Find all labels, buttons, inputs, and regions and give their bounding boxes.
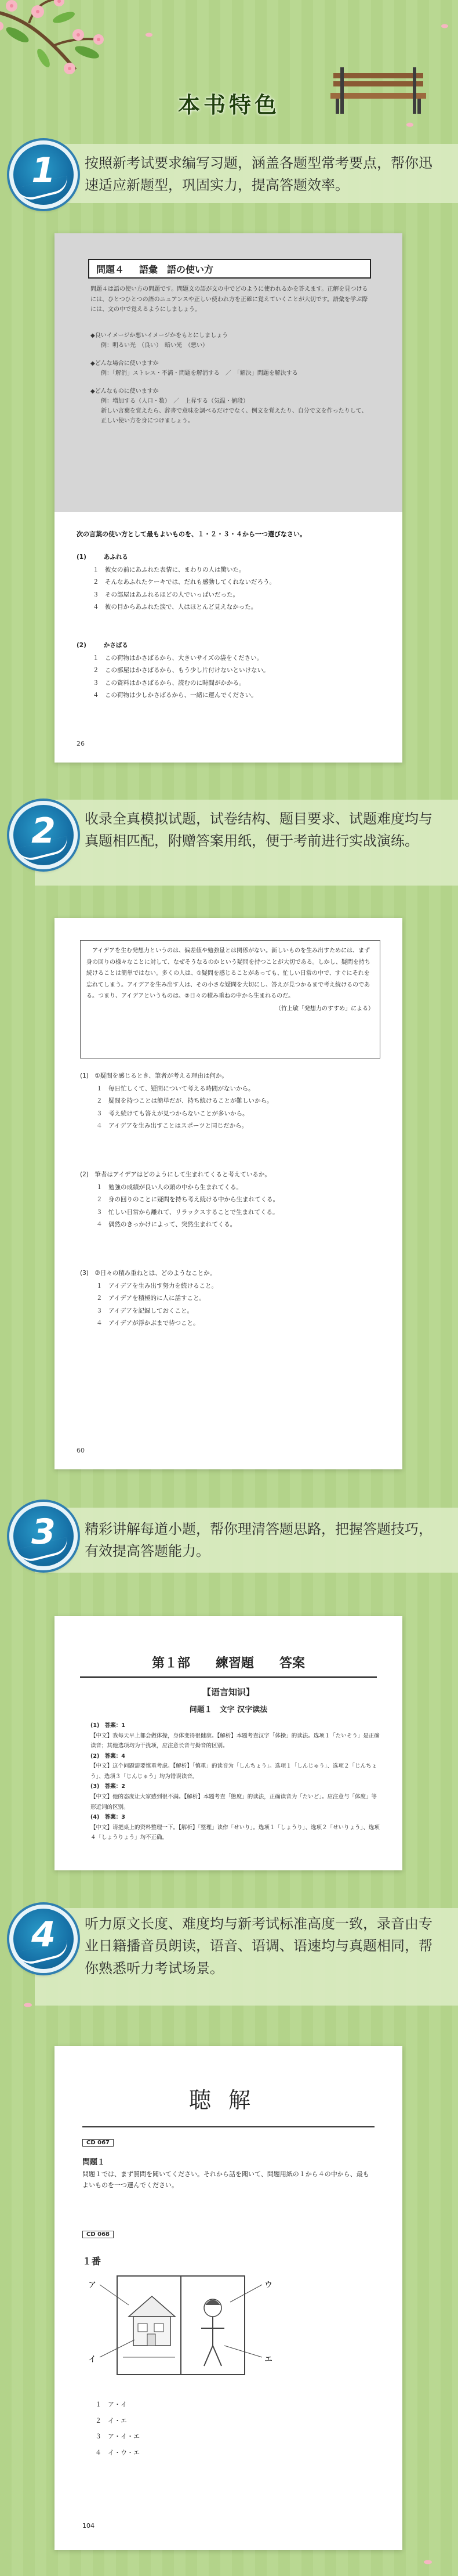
- option: ４ 偶然のきっかけによって、突然生まれてくる。: [96, 1221, 237, 1229]
- number-badge: [9, 801, 78, 869]
- sample-page-reading: [54, 918, 402, 1469]
- instruction: 次の言葉の使い方として最もよいものを、１・２・３・４から一つ選びなさい。: [77, 530, 306, 538]
- option: ２ 身の回りのことに疑問を持ち考え続ける中から生まれてくる。: [96, 1196, 279, 1204]
- house-room-icon: [82, 2270, 279, 2380]
- answer-text: 【中文】请把桌上的资料整理一下。【解析】「整理」读作「せいり」。选项１「しょうり」、选项２「せいりょう」、选项４「しょうりょう」均不正确。: [90, 1824, 380, 1841]
- option: ２ 疑問を持つことは簡単だが、持ち続けることが難しいから。: [96, 1097, 273, 1105]
- house-illustration: [82, 2270, 279, 2380]
- option: １ 勉強の成績が良い人の頭の中から生まれてくる。: [96, 1183, 242, 1191]
- answer-text: 【中文】这个问题需要慎重考虑。【解析】「慎重」的读音为「しんちょう」。选项１「しんじゅう」、选项２「じんちょう」、选项３「じんじゅう」均为错误读音。: [90, 1763, 377, 1780]
- petal-icon: [441, 23, 449, 29]
- option: ２ この部屋はかさばるから、もう少し片付けないといけない。: [93, 667, 270, 674]
- question-1: [77, 551, 390, 614]
- answer-entry: [90, 1782, 380, 1812]
- feature-text: 听力原文长度、难度均与新考试标准高度一致，录音由专业日籍播音员朗读，语音、语调、语速均与真题相同，帮你熟悉听力考试场景。: [85, 1916, 432, 1977]
- question-1: [80, 1070, 381, 1133]
- bench-icon: [328, 63, 429, 115]
- option: ４ イ・ウ・エ: [95, 2448, 140, 2456]
- question-2: [77, 640, 390, 702]
- mondai-block: [82, 2156, 372, 2191]
- mondai-description: 問題１では、まず質問を聞いてください。それから話を聞いて、問題用紙の１から４の中から、最もよいものを一つ選んでください。: [82, 2170, 369, 2189]
- page-number: 26: [77, 740, 85, 747]
- option: ３ この資料はかさばるから、読むのに時間がかかる。: [93, 679, 245, 687]
- section-title: 語の使い方: [167, 263, 214, 275]
- question-word: かさばる: [103, 642, 128, 649]
- figure-label-i: イ: [88, 2355, 96, 2364]
- section-category: 語彙: [139, 263, 158, 275]
- question-3: [80, 1267, 381, 1330]
- answer-entry: [90, 1751, 380, 1782]
- answer-label: (1) 答案：1: [90, 1722, 125, 1729]
- tip-heading: ◆どんなものに使いますか: [90, 388, 159, 395]
- question-number: (1): [77, 554, 86, 561]
- answer-entry: [90, 1812, 380, 1843]
- tip-heading: ◆良いイメージか悪いイメージかをもとにしましょう: [90, 333, 228, 339]
- question-2: [80, 1169, 381, 1231]
- page-title: 本书特色: [177, 92, 280, 118]
- cd-track: CD 068: [82, 2231, 114, 2238]
- tip-3: [90, 386, 369, 426]
- option: ２ イ・エ: [95, 2416, 127, 2425]
- sample-page-answers: [54, 1616, 402, 1870]
- answers-header: 第１部 練習題 答案: [80, 1653, 377, 1678]
- section-label: 問題４: [96, 263, 125, 275]
- option: ２ そんなあふれたケーキでは、だれも感動してくれないだろう。: [93, 579, 275, 586]
- answer-label: (4) 答案：3: [90, 1814, 125, 1821]
- answer-list: [90, 1721, 380, 1843]
- petal-icon: [23, 2002, 32, 2008]
- option: １ 彼女の前にあふれた表情に、まわりの人は驚いた。: [93, 566, 245, 573]
- answers-section: 【语言知识】: [202, 1687, 255, 1697]
- option: ２ アイデアを積極的に人に話すこと。: [96, 1295, 206, 1302]
- cd-track-label: [82, 2139, 114, 2147]
- header: [0, 0, 458, 151]
- sample-page-vocabulary: [54, 233, 402, 763]
- question-heading: (3) ②日々の積み重ねとは、どのようなことか。: [80, 1270, 216, 1277]
- tip-2: [90, 359, 369, 378]
- option: ４ アイデアが浮かぶまで待つこと。: [96, 1320, 199, 1327]
- answer-text: 【中文】他的态度让大家感到很不满。【解析】本题考查「態度」的读法，正确读音为「たいど」。应注意与「体度」等形近词的区别。: [90, 1793, 377, 1811]
- badge-number: 1: [31, 150, 56, 191]
- option: ３ ア・イ・エ: [95, 2433, 140, 2440]
- number-badge: [9, 1905, 78, 1973]
- option: ３ その部屋はあふれるほどの人でいっぱいだった。: [93, 591, 239, 598]
- section-title-box: [88, 259, 371, 279]
- tip-example: 例：明るい光 （良い） 暗い光 （悪い）: [101, 342, 208, 349]
- question-heading: (1) ①疑問を感じるとき、筆者が考える理由は何か。: [80, 1072, 228, 1079]
- tip-heading: ◆どんな場合に使いますか: [90, 360, 159, 367]
- answer-label: (3) 答案：2: [90, 1783, 125, 1790]
- tip-1: [90, 331, 369, 351]
- feature-2: [0, 793, 458, 891]
- cd-track-label: [82, 2231, 114, 2238]
- option: ４ この荷物は少しかさばるから、一緒に運んでください。: [93, 692, 257, 699]
- option: ３ 考え続けても答えが見つからないことが多いから。: [96, 1110, 249, 1117]
- reading-passage: [80, 940, 380, 1058]
- option: １ 毎日忙しくて、疑問について考える時間がないから。: [96, 1085, 255, 1092]
- feature-text: 按照新考试要求编写习题，涵盖各题型常考要点，帮你迅速适应新题型，巩固实力，提高答题效率。: [85, 155, 432, 194]
- petal-icon: [423, 2559, 432, 2565]
- number-badge: [9, 140, 78, 209]
- feature-text: 收录全真模拟试题，试卷结构、题目要求、试题难度均与真题相匹配，附赠答案用纸，便于考前进行实战演练。: [85, 811, 432, 850]
- badge-number: 3: [31, 1512, 56, 1552]
- number-badge: [9, 1502, 78, 1570]
- passage-source: （竹上敏「発想力のすすめ」による）: [275, 1005, 374, 1012]
- badge-number: 4: [31, 1914, 56, 1955]
- feature-3: [0, 1501, 458, 1582]
- tip-example: 例：増加する（人口・数） ／ 上昇する（気温・値段）: [101, 398, 249, 404]
- option: １ ア・イ: [95, 2401, 127, 2408]
- feature-1: [0, 137, 458, 210]
- section-description: 問題４は語の使い方の問題です。問題文の語が文の中でどのように使われるかを答えます。正解を見つけるには、ひとつひとつの語のニュアンスや正しい使われ方を正確に覚えていくことが大切です。語彙を学ぶ際には、文の中で覚えるようにしましょう。: [90, 286, 368, 313]
- tip-example: 例：「解消」ストレス・不満・問題を解消する ／ 「解決」問題を解決する: [101, 370, 298, 377]
- answer-label: (2) 答案：4: [90, 1753, 125, 1760]
- question-word: あふれる: [103, 554, 128, 561]
- feature-text: 精彩讲解每道小题，帮你理清答题思路，把握答题技巧，有效提高答题能力。: [85, 1521, 432, 1560]
- page-number: 104: [82, 2522, 94, 2530]
- tip-note: 新しい言葉を覚えたら、辞書で意味を調べるだけでなく、例文を覚えたり、自分で文を作ったりして、正しい使い方を身につけましょう。: [101, 408, 368, 424]
- option: ４ 彼の目からあふれた涙で、人はほとんど見えなかった。: [93, 604, 257, 611]
- listening-title: 聴解: [188, 2087, 268, 2113]
- sample-page-listening: [54, 2046, 402, 2550]
- answer-entry: [90, 1721, 380, 1751]
- petal-icon: [406, 122, 414, 128]
- question-number: (2): [77, 642, 86, 649]
- passage-text: アイデアを生む発想力というのは、偏差値や勉強量とは関係がない。新しいものを生み出すためには、まず身の回りの様々なことに対して、なぜそうなるのかという疑問を持つことが大切である。しかし、疑問を持ち続けることは簡単ではない。多くの人は、①疑問を感じることがあっても、忙しい日常の中で、すぐにそれを忘れてしまう。アイデアを生み出す人は、その小さな疑問を大切にし、答えが見つかるまで考え続けるのである。つまり、アイデアというものは、②日々の積み重ねの中から生まれるのだ。: [86, 948, 370, 999]
- option: ３ 忙しい日常から離れて、リラックスすることで生まれてくる。: [96, 1208, 279, 1216]
- option: ４ アイデアを生み出すことはスポーツと同じだから。: [96, 1122, 248, 1130]
- question-heading: (2) 筆者はアイデアはどのようにして生まれてくると考えているか。: [80, 1171, 271, 1178]
- cd-track: CD 067: [82, 2139, 114, 2147]
- answers-subsection: 问题１ 文字 汉字读法: [189, 1706, 268, 1714]
- petal-icon: [145, 32, 153, 38]
- listening-options: [95, 2397, 140, 2461]
- question-number: １番: [82, 2256, 101, 2267]
- figure-label-e: エ: [264, 2355, 272, 2364]
- option: １ この荷物はかさばるから、大きいサイズの袋をください。: [93, 654, 263, 662]
- page-number: 60: [77, 1447, 85, 1454]
- blossom-branch-icon: [0, 0, 110, 93]
- figure-label-u: ウ: [264, 2281, 272, 2290]
- answer-text: 【中文】我每天早上都会做体操，身体变得很健康。【解析】本题考查汉字「体操」的读法。选项１「たいそう」是正确读音；其他选项均为干扰项，应注意长音与拗音的区别。: [90, 1732, 380, 1750]
- divider: [82, 2126, 375, 2127]
- feature-4: [0, 1901, 458, 2017]
- figure-label-a: ア: [88, 2281, 96, 2290]
- option: ３ アイデアを記録しておくこと。: [96, 1307, 194, 1314]
- badge-number: 2: [31, 811, 56, 851]
- mondai-title: 問題１: [82, 2158, 106, 2167]
- option: １ アイデアを生み出す努力を続けること。: [96, 1282, 218, 1289]
